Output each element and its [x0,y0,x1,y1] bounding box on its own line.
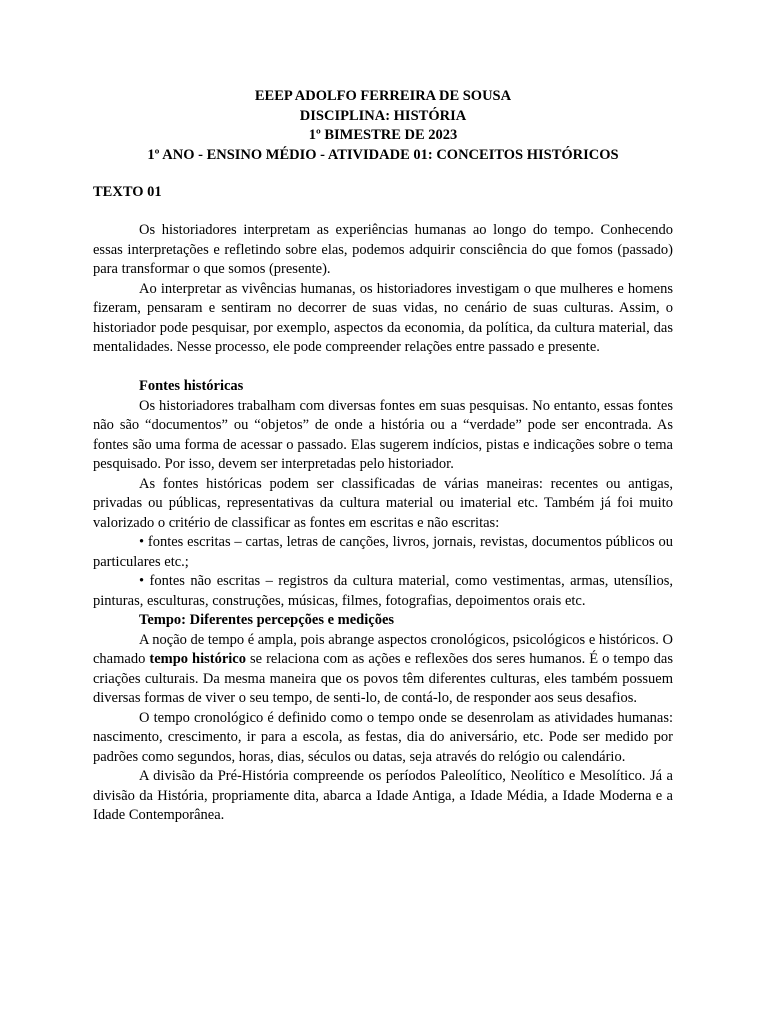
time-paragraph-3: A divisão da Pré-História compreende os períodos Paleolítico, Neolítico e Mesolítico. Já a divisão da História, propriamente dita, abarca a Idade Antiga, a Idade Média, a Idade Moderna e a Idade Contemporânea. [93,768,673,823]
document-header [93,87,673,165]
paragraph-gap [93,358,673,378]
bullet-written-sources: • fontes escritas – cartas, letras de canções, livros, jornais, revistas, documentos públicos ou particulares etc.; [93,534,673,570]
intro-paragraph-1: Os historiadores interpretam as experiências humanas ao longo do tempo. Conhecendo essas interpretações e refletindo sobre elas, podemos adquirir consciência do que fomos (passado) para transformar o que somos (presente). [93,222,673,277]
bullet-unwritten-sources: • fontes não escritas – registros da cultura material, como vestimentas, armas, utensílios, pinturas, esculturas, construções, músicas, filmes, fotografias, depoimentos orais etc. [93,573,673,609]
time-heading: Tempo: Diferentes percepções e medições [139,612,395,628]
section-title: TEXTO 01 [93,184,162,200]
activity-line: 1º ANO - ENSINO MÉDIO - ATIVIDADE 01: CONCEITOS HISTÓRICOS [147,146,619,163]
time-paragraph-2: O tempo cronológico é definido como o tempo onde se desenrolam as atividades humanas: nascimento, crescimento, ir para a escola, as festas, dia do aniversário, etc. Pode ser medido por padrões como segundos, horas, dias, séculos ou datas, seja através do relógio ou calendário. [93,709,673,765]
time-p1-text-before: A noção de tempo é ampla, pois abrange aspectos cronológicos, psicológicos e históricos. O chamado [93,631,673,667]
discipline-line: DISCIPLINA: HISTÓRIA [299,107,467,124]
time-paragraph-1 [93,631,673,709]
time-p1-text-after: se relaciona com as ações e reflexões dos seres humanos. É o tempo das criações culturais. Da mesma maneira que os povos têm diferentes culturas, eles também possuem diversas formas de viver o seu tempo, de senti-lo, de contá-lo, de responder aos seus desafios. [93,651,674,706]
term-line: 1º BIMESTRE DE 2023 [308,127,458,143]
sources-heading: Fontes históricas [139,378,244,394]
document-body [93,221,673,826]
school-name: EEEP ADOLFO FERREIRA DE SOUSA [254,88,512,104]
intro-paragraph-2: Ao interpretar as vivências humanas, os historiadores investigam o que mulheres e homens fizeram, pensaram e sentiram no decorrer de suas vidas, no cenário de suas culturas. Assim, o historiador pode pesquisar, por exemplo, aspectos da economia, da política, da cultura material, das mentalidades. Nesse processo, ele pode compreender relações entre passado e presente. [93,280,673,355]
sources-paragraph-2: As fontes históricas podem ser classificadas de várias maneiras: recentes ou antigas, privadas ou públicas, representativas da cultura material ou imaterial etc. Também já foi muito valorizado o critério de classificar as fontes em escritas e não escritas: [93,475,673,531]
historical-time-term: tempo histórico [149,651,246,667]
sources-paragraph-1: Os historiadores trabalham com diversas fontes em suas pesquisas. No entanto, essas fontes não são “documentos” ou “objetos” de onde a história ou a “verdade” pode ser encontrada. As fontes são uma forma de acessar o passado. Elas sugerem indícios, pistas e indicações sobre o tema pesquisado. Por isso, devem ser interpretadas pelo historiador. [93,397,673,472]
